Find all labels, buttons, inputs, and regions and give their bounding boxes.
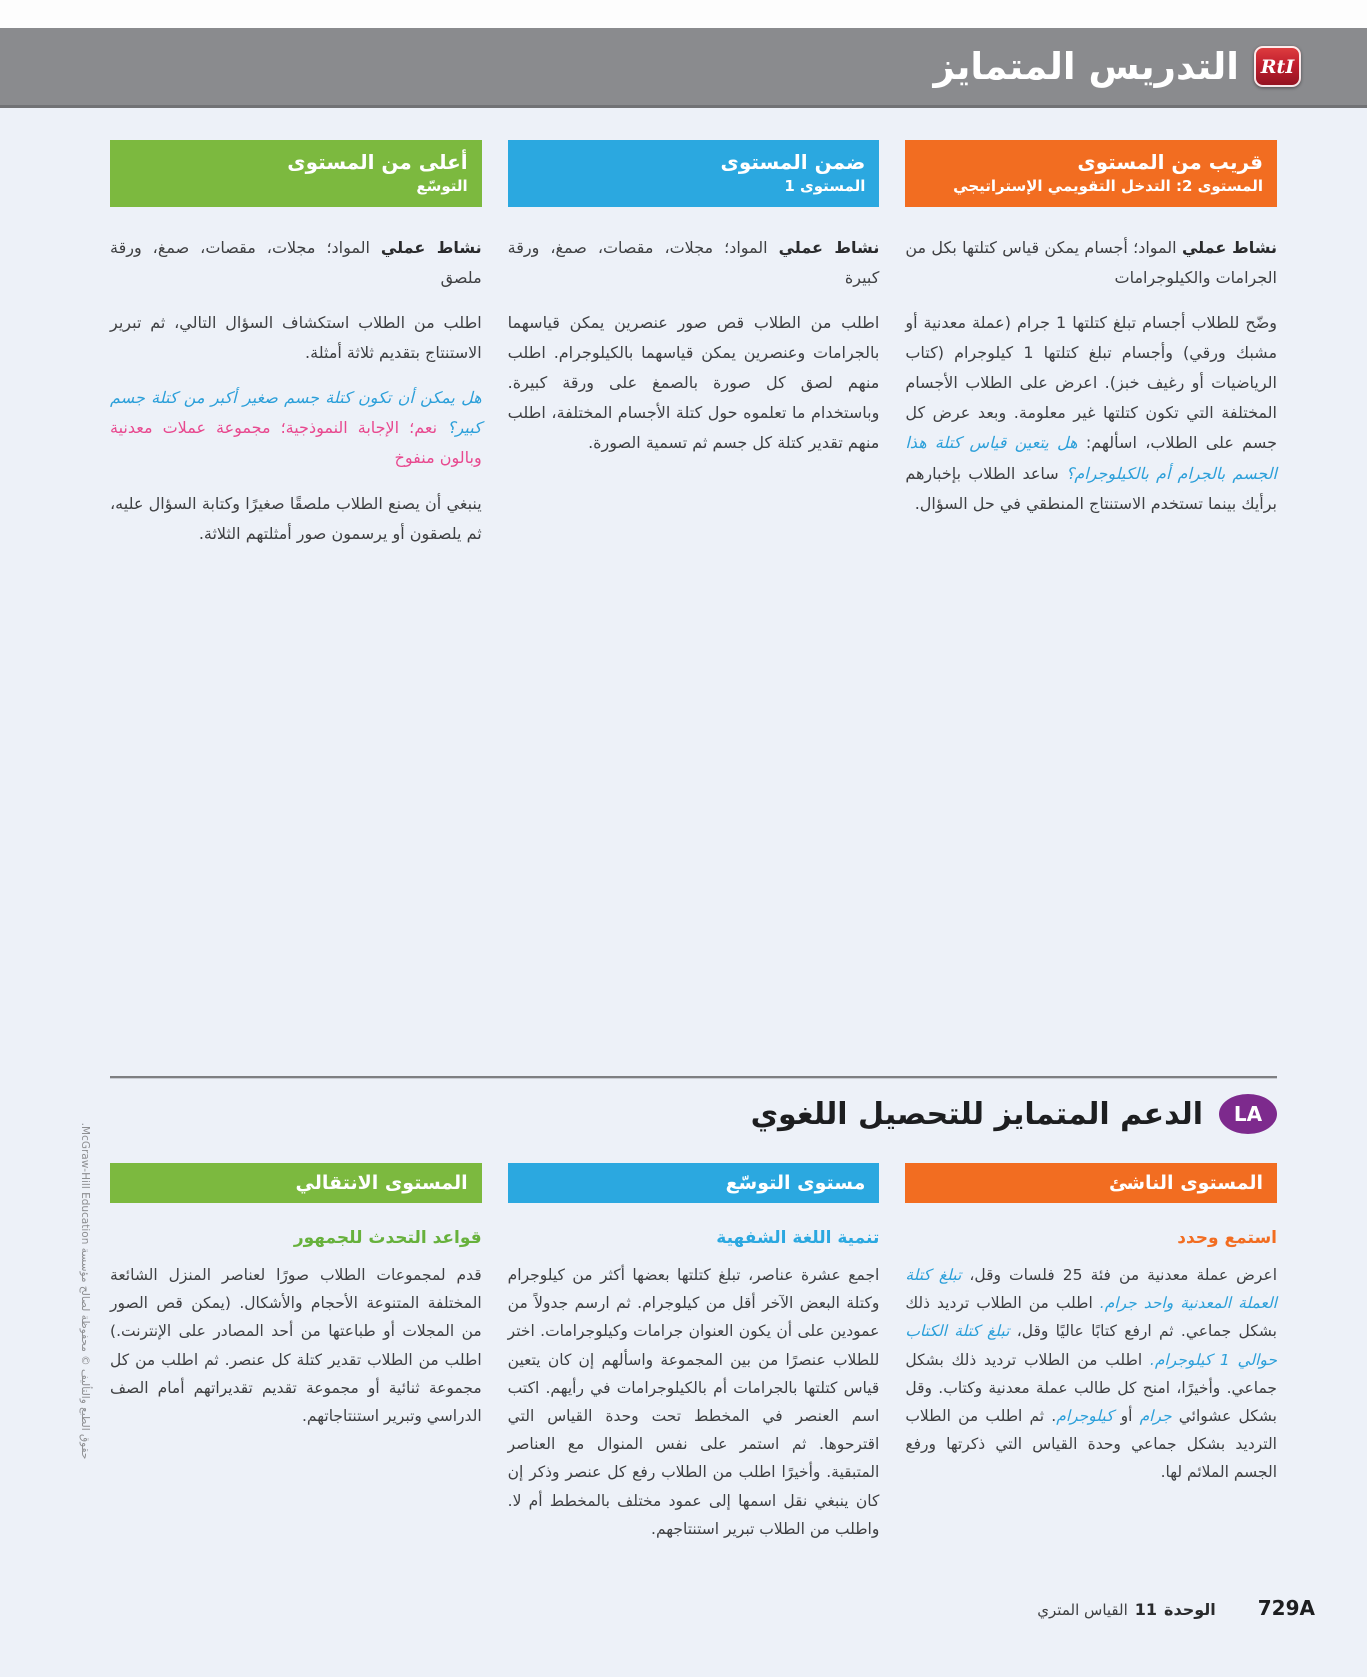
activity-paragraph: اطلب من الطلاب قص صور عنصرين يمكن قياسهما بالجرامات وعنصرين يمكن قياسهما بالكيلوجرام. اطلب منهم لصق كل صورة بالصمغ على ورقة كبيرة. وباستخدام ما تعلموه حول كتلة الأجسام المختلفة، اطلب منهم تقدير كتلة كل جسم ثم تسمية الصورة.: [507, 313, 880, 453]
unit-label: الوحدة: [1164, 1600, 1216, 1619]
question-answer-paragraph: هل يمكن أن تكون كتلة جسم صغير أكبر من كتلة جسم كبير؟ نعم؛ الإجابة النموذجية؛ مجموعة عملات معدنية وبالون منفوخ: [110, 388, 482, 468]
column-expanding-level: [508, 1163, 880, 1543]
activity-paragraph: قدم لمجموعات الطلاب صورًا لعناصر المنزل الشائعة المختلفة المتنوعة الأحجام والأشكال. (يمكن قص الصور من المجلات أو طباعتها من أحد المصادر على الإنترنت.) اطلب من الطلاب تقدير كتلة كل عنصر. ثم اطلب من كل مجموعة ثنائية أو مجموعة تقديم تقديراتهم أمام الصف الدراسي وتبرير استنتاجاتهم.: [110, 1266, 482, 1426]
column-approaching-level: [905, 140, 1277, 549]
on-level-header: [508, 140, 880, 207]
la-badge-icon: LA: [1219, 1094, 1277, 1134]
section-divider: [110, 1076, 1277, 1079]
page-number: 729A: [1257, 1596, 1315, 1620]
rti-badge-icon: RtI: [1254, 46, 1301, 87]
materials-line: نشاط عملي المواد؛ مجلات، مقصات، صمغ، ورقة ملصق: [110, 238, 482, 288]
column-header-subtitle: المستوى 1: [784, 177, 866, 195]
rti-section-title: التدريس المتمايز: [933, 45, 1239, 88]
la-section-heading: [110, 1094, 1277, 1134]
expanding-level-header: مستوى التوسّع: [508, 1163, 880, 1203]
column-header-subtitle: المستوى 2: التدخل التقويمي الإستراتيجي: [953, 177, 1263, 195]
emerging-level-header: المستوى الناشئ: [905, 1163, 1277, 1203]
la-columns: [110, 1163, 1277, 1543]
unit-number: 11: [1134, 1600, 1158, 1619]
column-bridging-level: [110, 1163, 482, 1543]
activity-paragraph: اجمع عشرة عناصر، تبلغ كتلتها بعضها أكثر من كيلوجرام وكتلة البعض الآخر أقل من كيلوجرام. ثم ارسم جدولاً من عمودين على أن يكون العنوان جرامات وكيلوجرامات. اختر للطلاب عنصرًا من بين المجموعة واسألهم إن كان يتعين قياس كتلتها بالجرامات أم بالكيلوجرامات في رأيهم. اكتب اسم العنصر في المخطط تحت وحدة القياس التي اقترحوها. ثم استمر على نفس المنوال مع العناصر المتبقية. وأخيرًا اطلب من الطلاب رفع كل عنصر وذكر إن كان ينبغي نقل اسمها إلى عمود مختلف بالمخطط أم لا. واطلب من الطلاب تبرير استنتاجهم.: [507, 1266, 880, 1538]
beyond-level-header: [110, 140, 482, 207]
top-margin-band: [0, 0, 1367, 28]
activity-paragraph: وضّح للطلاب أجسام تبلغ كتلتها 1 جرام (عملة معدنية أو مشبك ورقي) وأجسام تبلغ كتلتها 1 كيلوجرام (كتاب الرياضيات أو رغيف خبز). اعرض على الطلاب الأجسام المختلفة التي تكون كتلتها غير معلومة. وبعد عرض كل جسم على الطلاب، اسألهم: هل يتعين قياس كتلة هذا الجسم بالجرام أم بالكيلوجرام؟ ساعد الطلاب بإخبارهم برأيك بينما تستخدم الاستنتاج المنطقي في حل السؤال.: [905, 313, 1278, 513]
column-header-title: أعلى من المستوى: [287, 150, 468, 174]
materials-line: نشاط عملي المواد؛ أجسام يمكن قياس كتلتها بكل من الجرامات والكيلوجرامات: [905, 238, 1278, 288]
copyright-notice: حقوق الطبع والتأليف © محفوظة لصالح مؤسسة McGraw-Hill Education.: [79, 1122, 91, 1460]
activity-paragraph: اطلب من الطلاب استكشاف السؤال التالي، ثم تبرير الاستنتاج بتقديم ثلاثة أمثلة.: [110, 313, 482, 363]
strategy-subtitle: استمع وحدد: [1177, 1228, 1277, 1248]
rti-header-bar: [0, 28, 1367, 108]
page-footer: [110, 1596, 1315, 1620]
unit-reference: [1037, 1600, 1215, 1619]
bridging-level-header: المستوى الانتقالي: [110, 1163, 482, 1203]
column-header-title: ضمن المستوى: [720, 150, 866, 174]
column-emerging-level: [905, 1163, 1277, 1543]
strategy-subtitle: تنمية اللغة الشفهية: [716, 1228, 880, 1248]
column-header-title: قريب من المستوى: [1077, 150, 1263, 174]
activity-paragraph: ينبغي أن يصنع الطلاب ملصقًا صغيرًا وكتابة السؤال عليه، ثم يلصقون أو يرسمون صور أمثلتهم الثلاثة.: [110, 493, 482, 543]
la-section-title: الدعم المتمايز للتحصيل اللغوي: [750, 1096, 1203, 1132]
approaching-level-header: [905, 140, 1277, 207]
unit-title: القياس المتري: [1037, 1601, 1128, 1619]
activity-paragraph: اعرض عملة معدنية من فئة 25 فلسات وقل، تبلغ كتلة العملة المعدنية واحد جرام. اطلب من الطلاب ترديد ذلك بشكل جماعي. ثم ارفع كتابًا عاليًا وقل، تبلغ كتلة الكتاب حوالي 1 كيلوجرام. اطلب من الطلاب ترديد ذلك بشكل جماعي. وأخيرًا، امنح كل طالب عملة معدنية وكتاب. وقل بشكل عشوائي جرام أو كيلوجرام. ثم اطلب من الطلاب الترديد بشكل جماعي وحدة القياس التي ذكرتها ورفع الجسم الملائم لها.: [905, 1266, 1278, 1482]
materials-line: نشاط عملي المواد؛ مجلات، مقصات، صمغ، ورقة كبيرة: [507, 238, 880, 288]
strategy-subtitle: قواعد التحدث للجمهور: [293, 1228, 482, 1248]
column-on-level: [508, 140, 880, 549]
rti-columns: [110, 140, 1277, 549]
column-beyond-level: [110, 140, 482, 549]
column-header-subtitle: التوسّع: [416, 177, 468, 195]
